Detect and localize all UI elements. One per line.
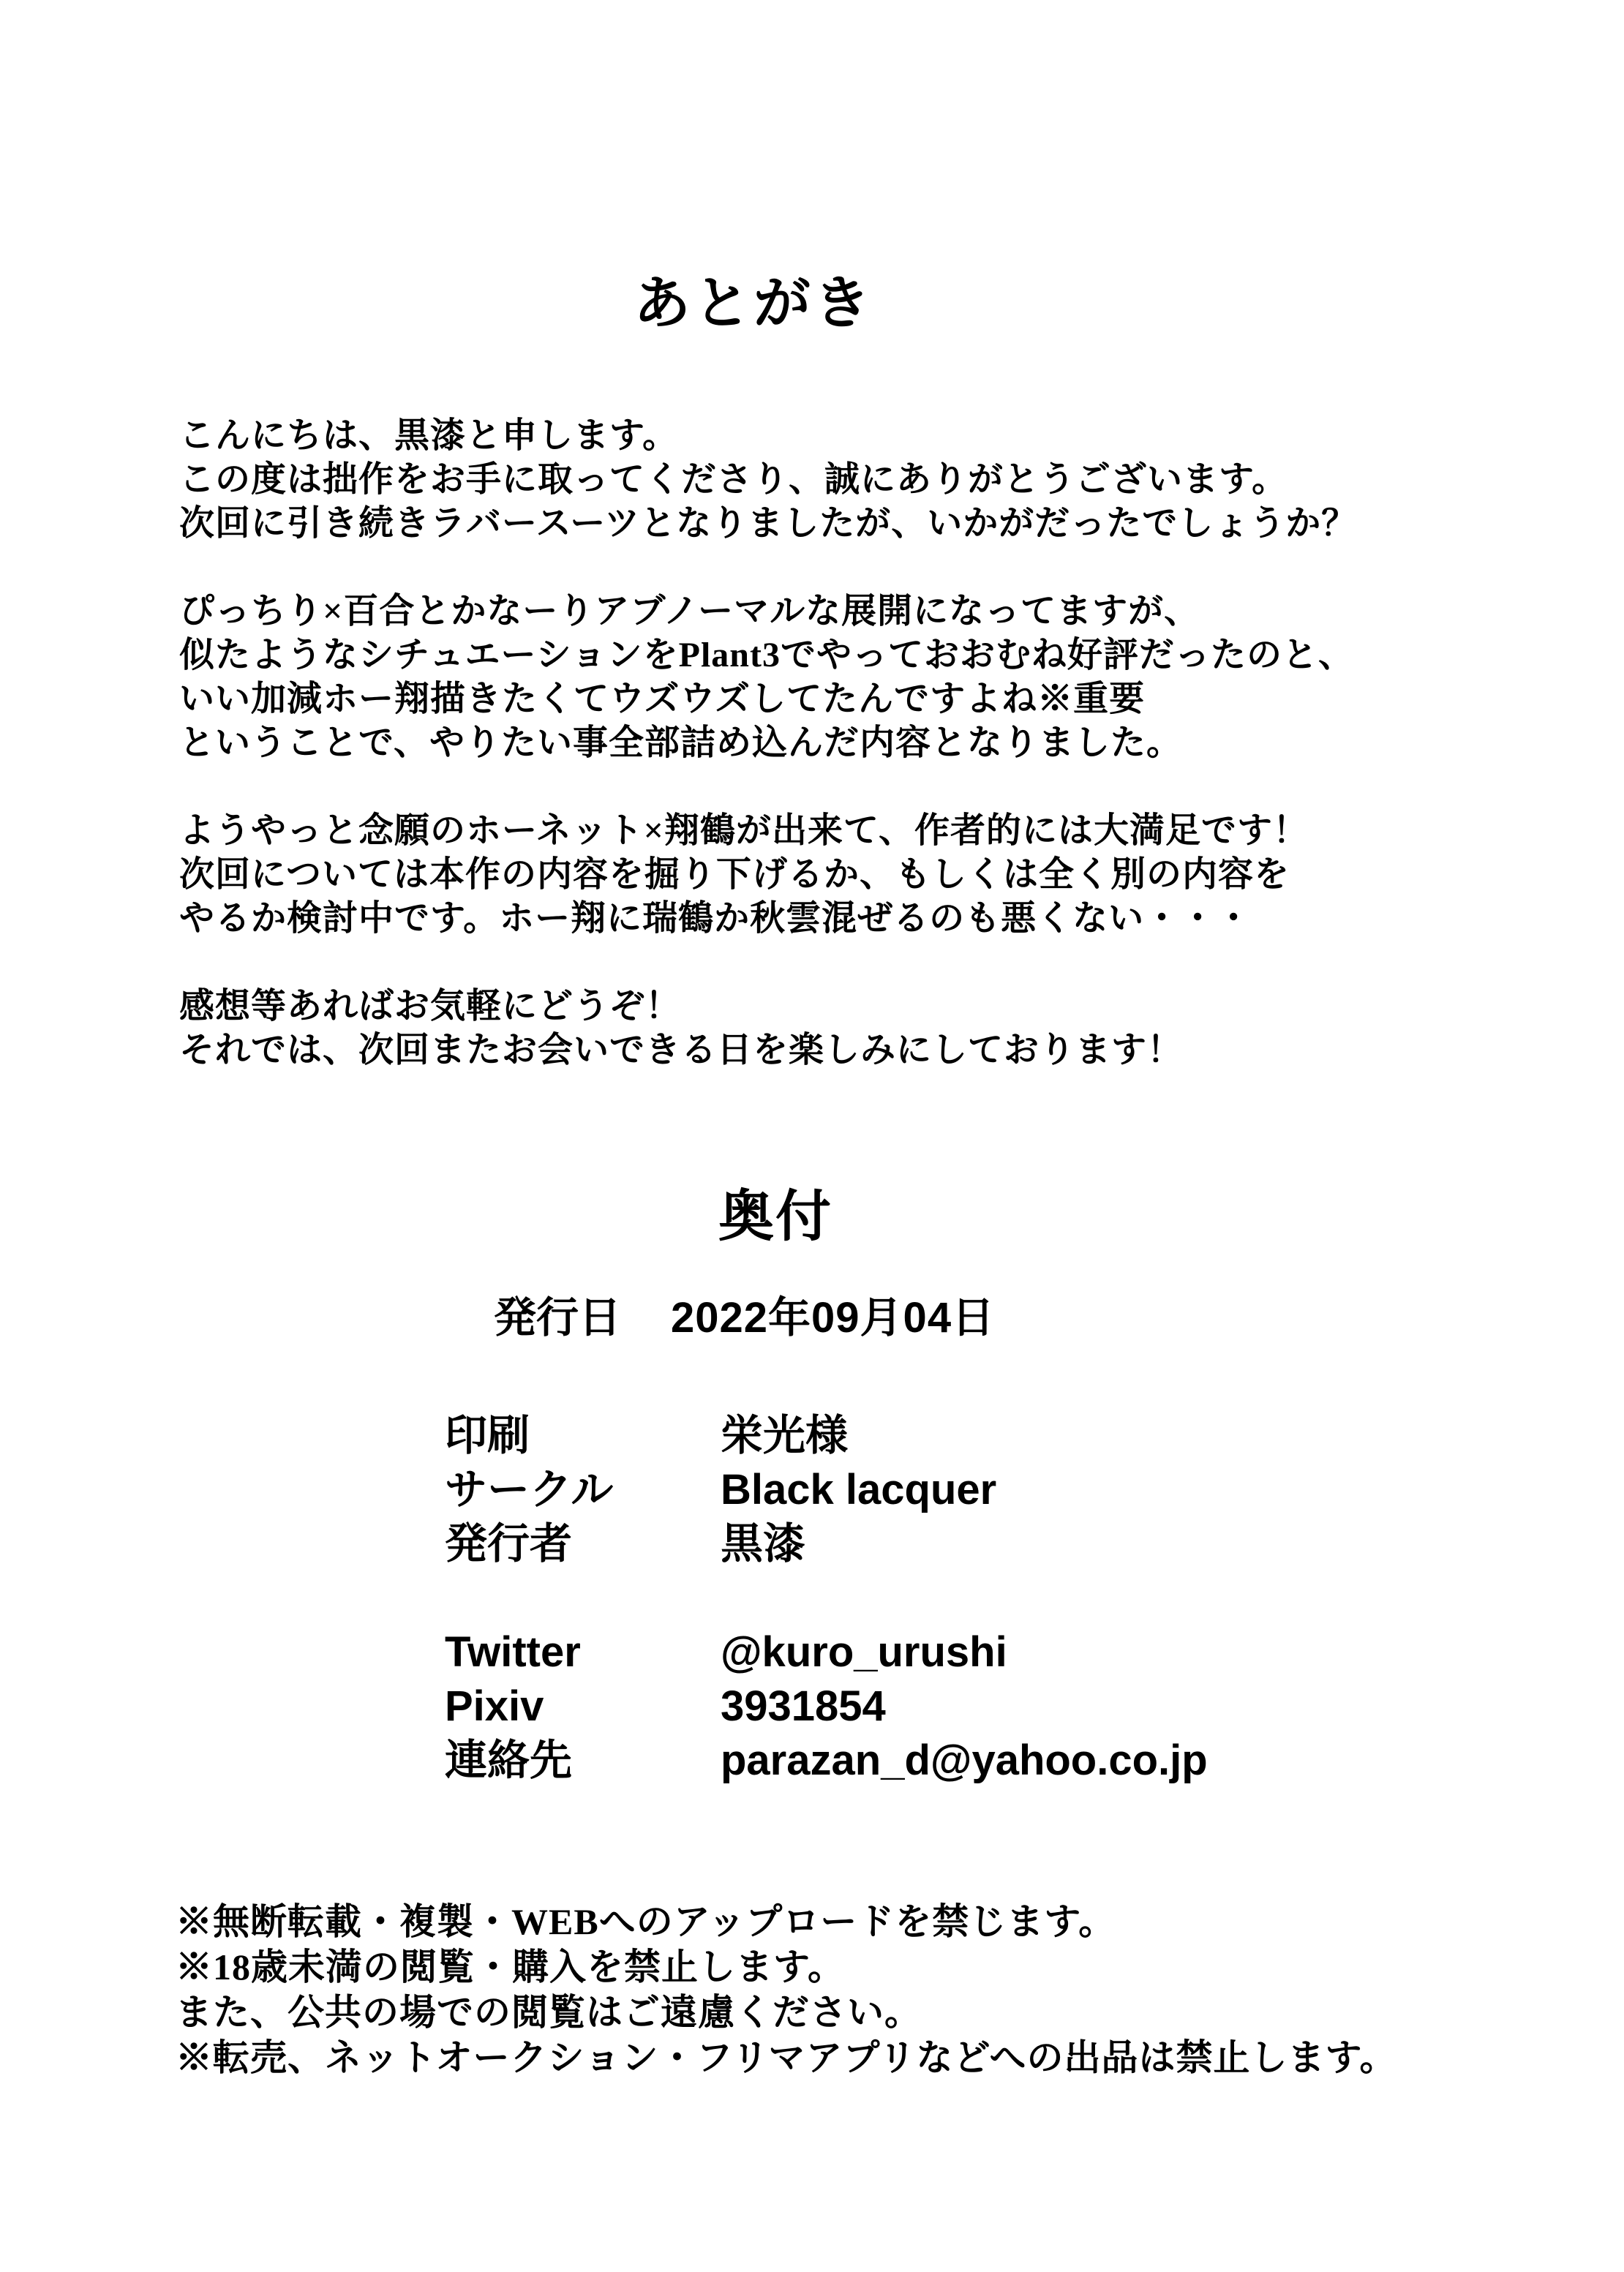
paragraph-greeting: [179, 414, 1357, 546]
notice-line: また、公共の場での閲覧はご遠慮ください。: [176, 1992, 922, 2033]
text-line: やるか検討中です。ホー翔に瑞鶴か秋雲混ぜるのも悪くない・・・: [179, 899, 1252, 938]
row-label: 発行者: [445, 1520, 573, 1568]
text-line: 次回に引き続きラバースーツとなりましたが、いかがだったでしょうか？: [179, 504, 1358, 543]
paragraph-content-notes: [179, 590, 1357, 765]
row-value: 3931854: [721, 1682, 886, 1730]
issue-date-row: [494, 1295, 995, 1342]
text-line: 次回については本作の内容を掘り下げるか、もしくは全く別の内容を: [179, 855, 1290, 894]
contact-rows: [445, 1625, 1208, 1788]
colophon-row-printer: [445, 1409, 1208, 1463]
paragraph-next-plans: [179, 809, 1357, 941]
text-line: それでは、次回またお会いできる日を楽しみにしております！: [179, 1031, 1184, 1069]
row-value: 栄光様: [721, 1412, 849, 1459]
row-value: parazan_d@yahoo.co.jp: [721, 1737, 1208, 1784]
colophon-title: 奥付: [718, 1186, 832, 1248]
colophon-row-circle: [445, 1463, 1208, 1517]
row-label: Twitter: [445, 1628, 581, 1676]
text-line: ということで、やりたい事全部詰め込んだ内容となりました。: [179, 723, 1183, 762]
publication-rows: [445, 1409, 1208, 1571]
text-line: この度は拙作をお手に取ってくださり、誠にありがとうございます。: [179, 460, 1288, 499]
row-label: Pixiv: [445, 1682, 544, 1730]
issue-date-label: 発行日: [494, 1294, 622, 1342]
colophon-row-pixiv: [445, 1679, 1208, 1734]
row-value: Black lacquer: [721, 1466, 997, 1513]
row-label: 連絡先: [445, 1737, 573, 1784]
colophon-info: [445, 1409, 1208, 1788]
colophon-row-contact: [445, 1734, 1208, 1788]
notice-line: ※無断転載・複製・WEBへのアップロードを禁じます。: [176, 1901, 1116, 1942]
afterword-body: [179, 414, 1357, 1116]
colophon-row-publisher: [445, 1517, 1208, 1571]
notice-line: ※18歳未満の閲覧・購入を禁止します。: [176, 1946, 845, 1987]
colophon-row-twitter: [445, 1625, 1208, 1679]
issue-date-value: 2022年09月04日: [671, 1294, 996, 1342]
notice-line: ※転売、ネットオークション・フリマアプリなどへの出品は禁止します。: [176, 2037, 1397, 2078]
row-label: 印刷: [445, 1412, 530, 1459]
text-line: 感想等あればお気軽にどうぞ！: [179, 987, 682, 1026]
text-line: ようやっと念願のホーネット×翔鶴が出来て、作者的には大満足です！: [179, 811, 1309, 850]
legal-notices: [176, 1899, 1397, 2080]
row-value: 黒漆: [721, 1520, 806, 1568]
text-line: 似たようなシチュエーションをPlant3でやっておおむね好評だったのと、: [179, 636, 1354, 674]
text-line: ぴっちり×百合とかなーりアブノーマルな展開になってますが、: [179, 592, 1200, 631]
text-line: いい加減ホー翔描きたくてウズウズしてたんですよね※重要: [179, 680, 1146, 718]
paragraph-closing: [179, 985, 1357, 1072]
text-line: こんにちは、黒漆と申します。: [179, 416, 679, 455]
page-title: あとがき: [633, 270, 873, 336]
row-label: サークル: [445, 1466, 614, 1513]
row-value: @kuro_urushi: [721, 1628, 1007, 1676]
